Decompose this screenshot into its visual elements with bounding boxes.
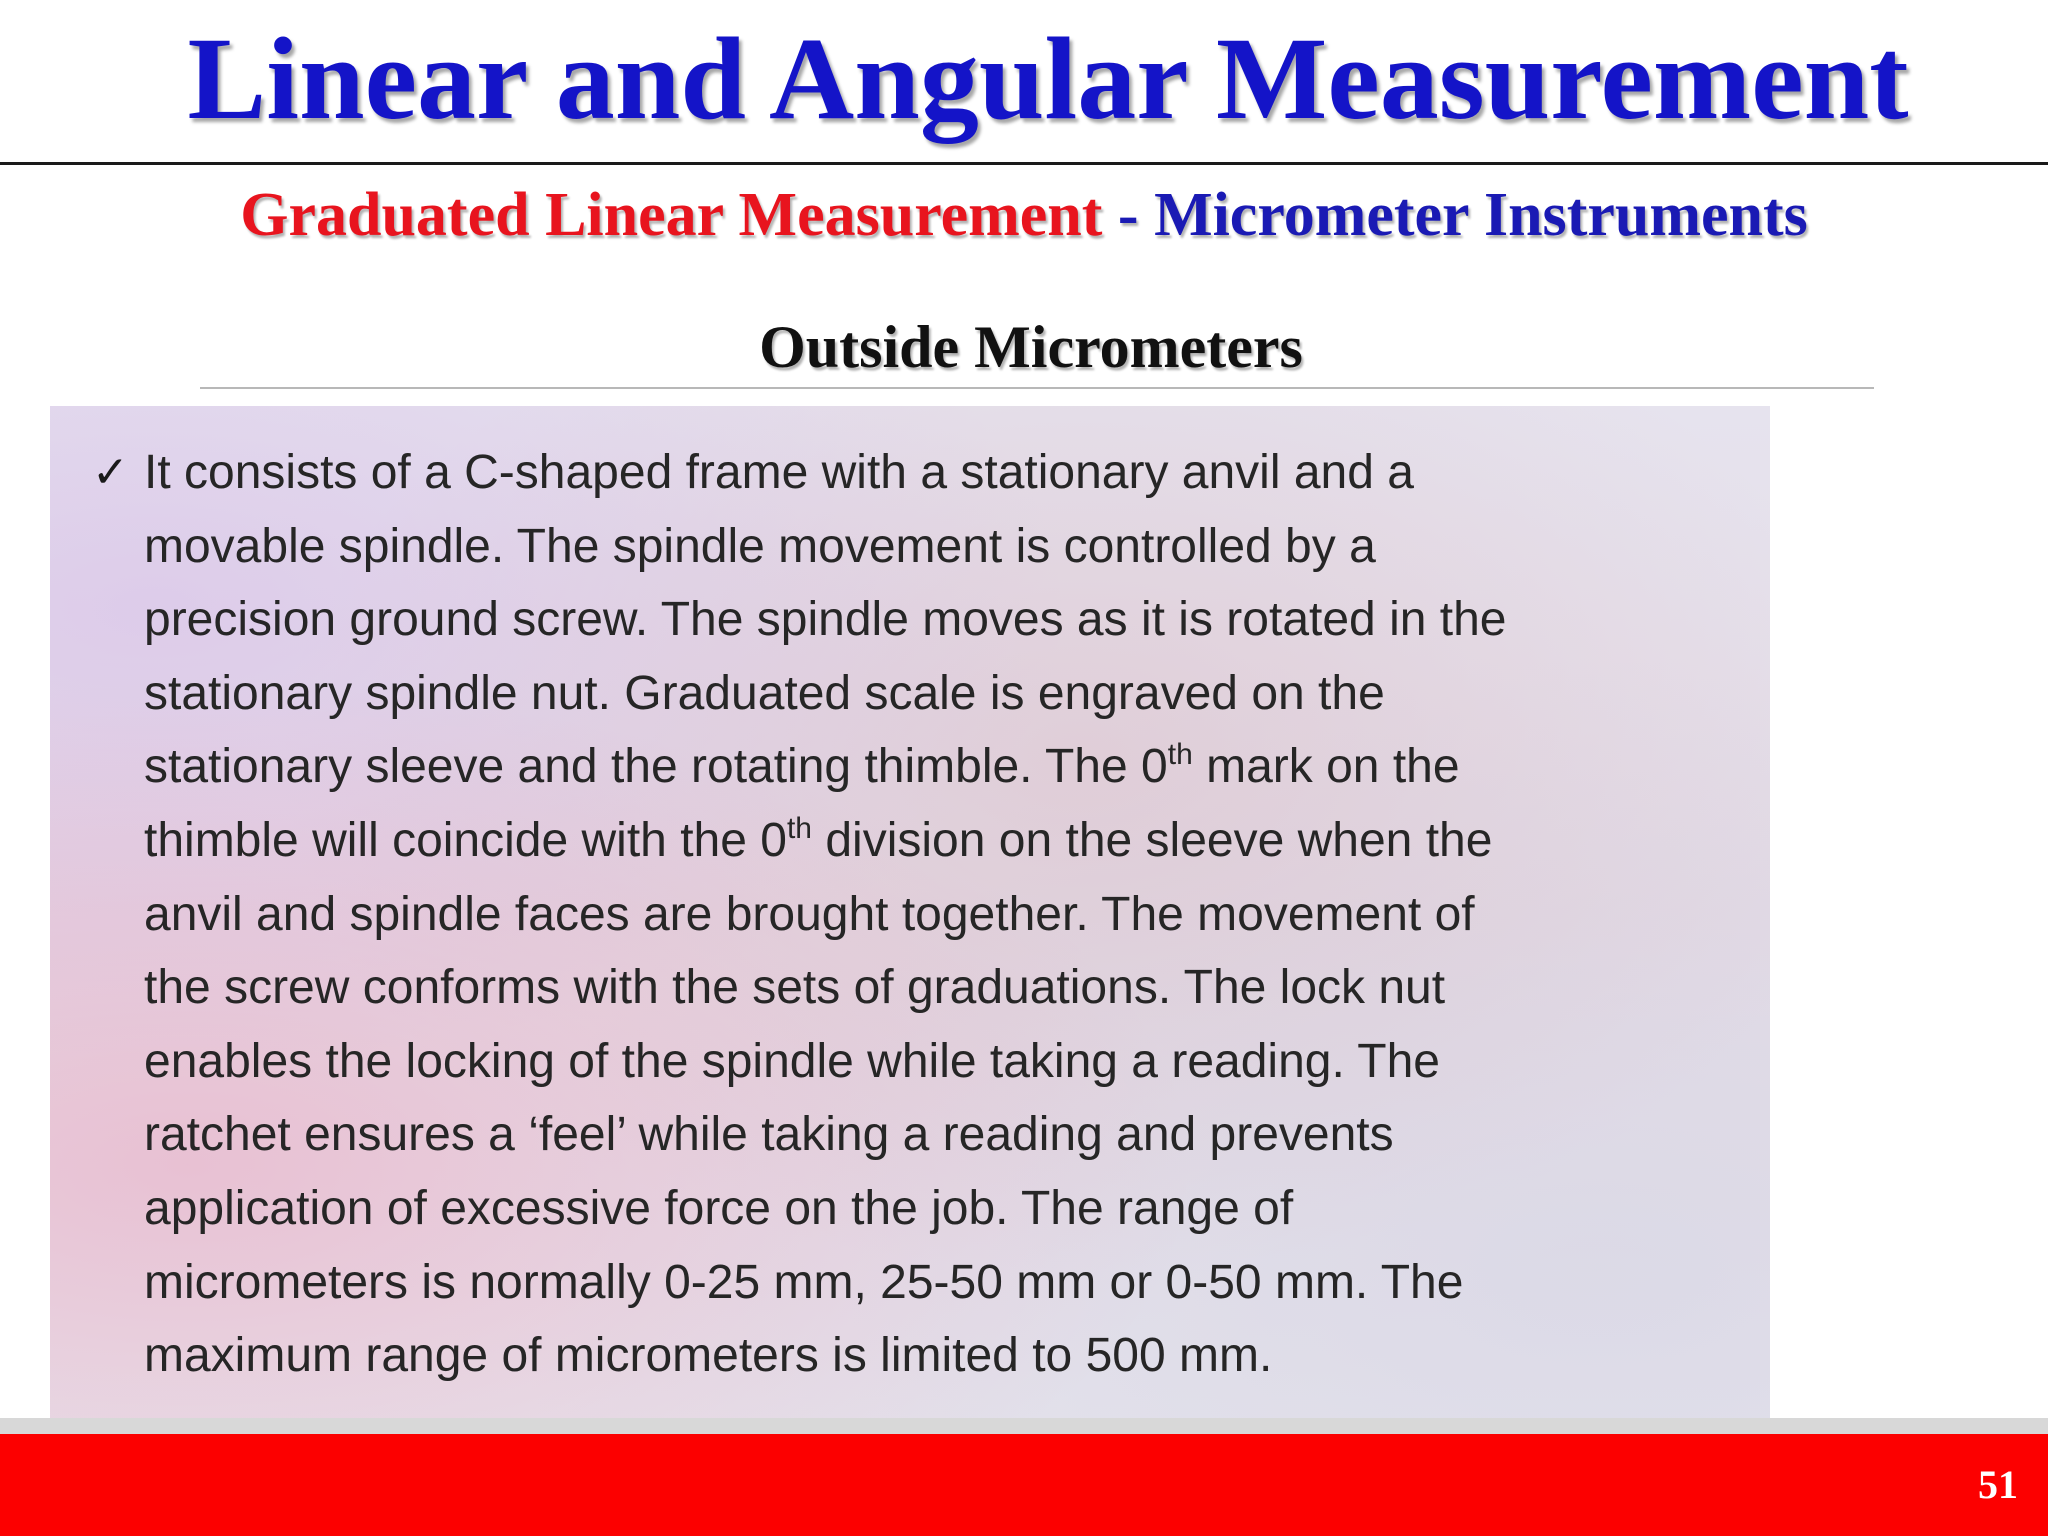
bullet-line — [144, 804, 1754, 878]
bullet-line-part: division on the sleeve when the — [812, 813, 1493, 867]
bullet-line: maximum range of micrometers is limited to 500 mm. — [144, 1329, 1273, 1383]
footer-bar — [0, 1434, 2048, 1536]
bullet-line: stationary spindle nut. Graduated scale is engraved on the — [144, 666, 1385, 720]
bullet-line-part: stationary sleeve and the rotating thimble. The 0 — [144, 740, 1168, 794]
bullet-line: the screw conforms with the sets of graduations. The lock nut — [144, 961, 1446, 1015]
bullet-line: ratchet ensures a ‘feel’ while taking a reading and prevents — [144, 1108, 1394, 1162]
slide-title: Linear and Angular Measurement — [187, 13, 1909, 144]
footer-divider — [0, 1418, 2048, 1434]
bullet-line: precision ground screw. The spindle moves as it is rotated in the — [144, 593, 1507, 647]
bullet-line: It consists of a C-shaped frame with a stationary anvil and a — [144, 446, 1414, 499]
bullet-line: enables the locking of the spindle while taking a reading. The — [144, 1034, 1440, 1088]
ordinal-suffix: th — [786, 811, 812, 845]
bullet-line: movable spindle. The spindle movement is controlled by a — [144, 519, 1376, 573]
bullet-line: application of excessive force on the job. The range of — [144, 1181, 1294, 1235]
bullet-line — [144, 730, 1754, 804]
ordinal-suffix: th — [1167, 738, 1193, 772]
bullet-line: anvil and spindle faces are brought together. The movement of — [144, 887, 1475, 941]
subtitle-separator: - — [1102, 181, 1155, 249]
slide-subtitle — [0, 180, 2048, 250]
section-divider — [200, 387, 1874, 389]
title-divider — [0, 162, 2048, 165]
content-panel — [50, 406, 1770, 1418]
checkmark-icon: ✓ — [92, 447, 129, 498]
subtitle-subtopic: Micrometer Instruments — [1154, 181, 1808, 249]
section-heading: Outside Micrometers — [759, 314, 1303, 380]
bullet-line-part: mark on the — [1192, 740, 1460, 794]
bullet-line-part: thimble will coincide with the 0 — [144, 813, 787, 867]
bullet-line: micrometers is normally 0-25 mm, 25-50 mm or 0-50 mm. The — [144, 1255, 1464, 1309]
page-number: 51 — [1978, 1462, 2018, 1507]
subtitle-topic: Graduated Linear Measurement — [240, 181, 1103, 249]
bullet-text — [144, 436, 1754, 1393]
